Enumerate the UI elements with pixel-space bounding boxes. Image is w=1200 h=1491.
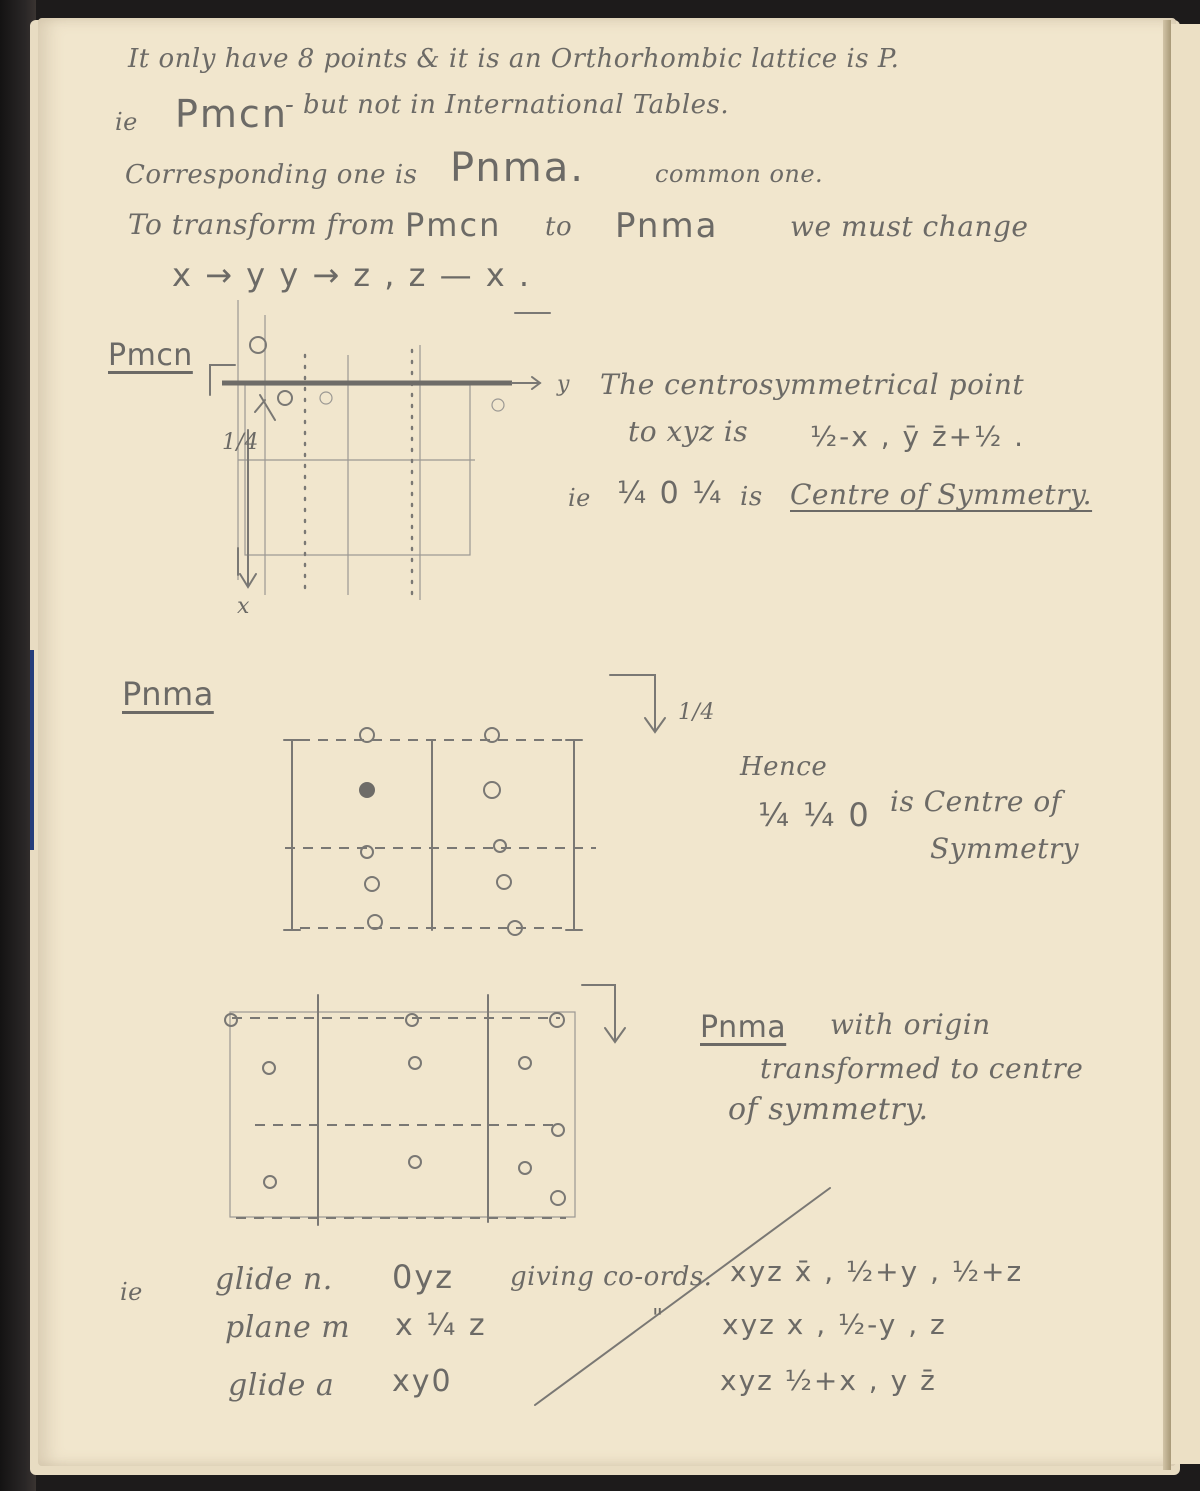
line-5-transform: x → y y → z , z — x .: [172, 256, 532, 294]
pnma-hence-coords: ¼ ¼ 0: [758, 796, 871, 834]
row-2-label: plane m: [225, 1310, 351, 1345]
bottom-ie: ie: [120, 1278, 143, 1306]
line-1: It only have 8 points & it is an Orthorhombic lattice is P.: [128, 44, 900, 74]
pnma-hence: Hence: [740, 752, 828, 782]
pmcn-note-3-coords: ¼ 0 ¼: [617, 476, 724, 511]
pmcn-quarter: 1/4: [222, 430, 259, 455]
pnma2-desc-1: with origin: [830, 1008, 991, 1041]
pnma2-label: Pnma: [700, 1010, 787, 1045]
line-4-start: To transform from: [128, 208, 396, 241]
row-1-label: glide n.: [215, 1262, 333, 1297]
line-4-pnma: Pnma: [615, 206, 719, 246]
line-3-start: Corresponding one is: [125, 160, 418, 190]
pmcn-diagram: [210, 300, 540, 600]
pmcn-note-3-centre: Centre of Symmetry.: [790, 478, 1093, 511]
pnma-diagram-2: [225, 985, 625, 1225]
pmcn-x-axis: x: [237, 594, 250, 619]
row-1-coord: 0yz: [392, 1258, 455, 1296]
row-3-coord: xy0: [392, 1364, 453, 1399]
row-1-result: xyz x̄ , ½+y , ½+z: [730, 1255, 1024, 1288]
pnma2-desc-2: transformed to centre: [760, 1052, 1084, 1085]
row-2-ditto: ": [652, 1304, 664, 1332]
line-3-rest: common one.: [655, 160, 824, 188]
line-3-pnma: Pnma.: [450, 145, 585, 191]
line-2-prefix: ie: [115, 108, 138, 136]
pnma-hence-text-1: is Centre of: [890, 785, 1062, 818]
line-4-pmcn: Pmcn: [405, 206, 502, 244]
row-3-result: xyz ½+x , y z̄: [720, 1364, 937, 1397]
pnma-quarter: 1/4: [678, 700, 715, 725]
pmcn-label: Pmcn: [108, 338, 193, 373]
row-1-note: giving co-ords.: [510, 1262, 713, 1292]
pmcn-note-2a: to xyz is: [628, 415, 749, 448]
pmcn-y-axis: y: [557, 372, 570, 397]
pmcn-note-1: The centrosymmetrical point: [600, 368, 1025, 401]
row-2-coord: x ¼ z: [395, 1308, 487, 1343]
line-2-pmcn: Pmcn: [175, 92, 288, 136]
pnma-label: Pnma: [122, 675, 214, 713]
pmcn-note-2b: ½-x , ȳ z̄+½ .: [810, 420, 1026, 453]
pmcn-note-3-is: is: [740, 482, 763, 512]
pnma-hence-text-2: Symmetry: [930, 832, 1080, 865]
line-4-end: we must change: [790, 210, 1029, 243]
row-2-result: xyz x , ½-y , z: [722, 1308, 947, 1341]
pnma-diagram-1: [284, 675, 665, 935]
pmcn-note-3-prefix: ie: [568, 484, 591, 512]
line-2-rest: - but not in International Tables.: [285, 90, 730, 120]
pnma2-desc-3: of symmetry.: [728, 1092, 929, 1127]
row-3-label: glide a: [228, 1368, 335, 1403]
line-4-to: to: [545, 212, 573, 242]
